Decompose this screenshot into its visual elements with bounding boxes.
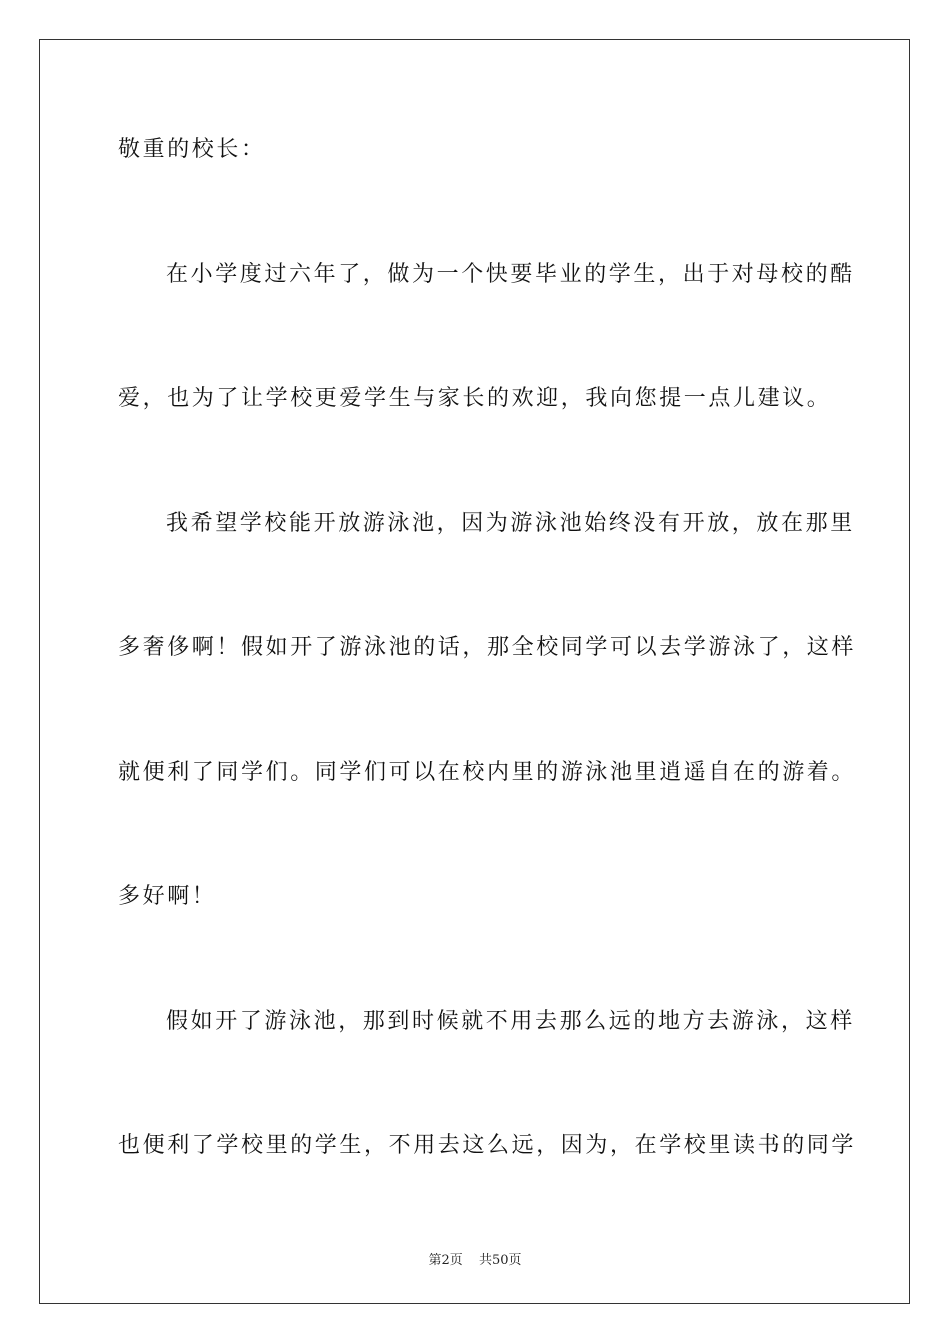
- page-border: [39, 39, 910, 1304]
- paragraph-1-line-1: 在小学度过六年了，做为一个快要毕业的学生，出于对母校的酷: [166, 262, 855, 287]
- paragraph-3-line-1: 假如开了游泳池，那到时候就不用去那么远的地方去游泳，这样: [166, 1009, 855, 1034]
- page-number: 第2页: [428, 1253, 463, 1268]
- paragraph-2-line-1: 我希望学校能开放游泳池，因为游泳池始终没有开放，放在那里: [166, 511, 855, 536]
- salutation-line: 敬重的校长：: [118, 137, 266, 162]
- paragraph-2-line-2: 多奢侈啊！假如开了游泳池的话，那全校同学可以去学游泳了，这样: [118, 635, 857, 660]
- paragraph-1-line-2: 爱，也为了让学校更爱学生与家长的欢迎，我向您提一点儿建议。: [118, 386, 832, 411]
- paragraph-2-line-4: 多好啊！: [118, 884, 217, 909]
- page-footer: [0, 1249, 950, 1268]
- paragraph-2-line-3: 就便利了同学们。同学们可以在校内里的游泳池里逍遥自在的游着。: [118, 760, 857, 785]
- paragraph-3-line-2: 也便利了学校里的学生，不用去这么远，因为，在学校里读书的同学: [118, 1133, 857, 1158]
- total-pages: 共50页: [478, 1253, 522, 1268]
